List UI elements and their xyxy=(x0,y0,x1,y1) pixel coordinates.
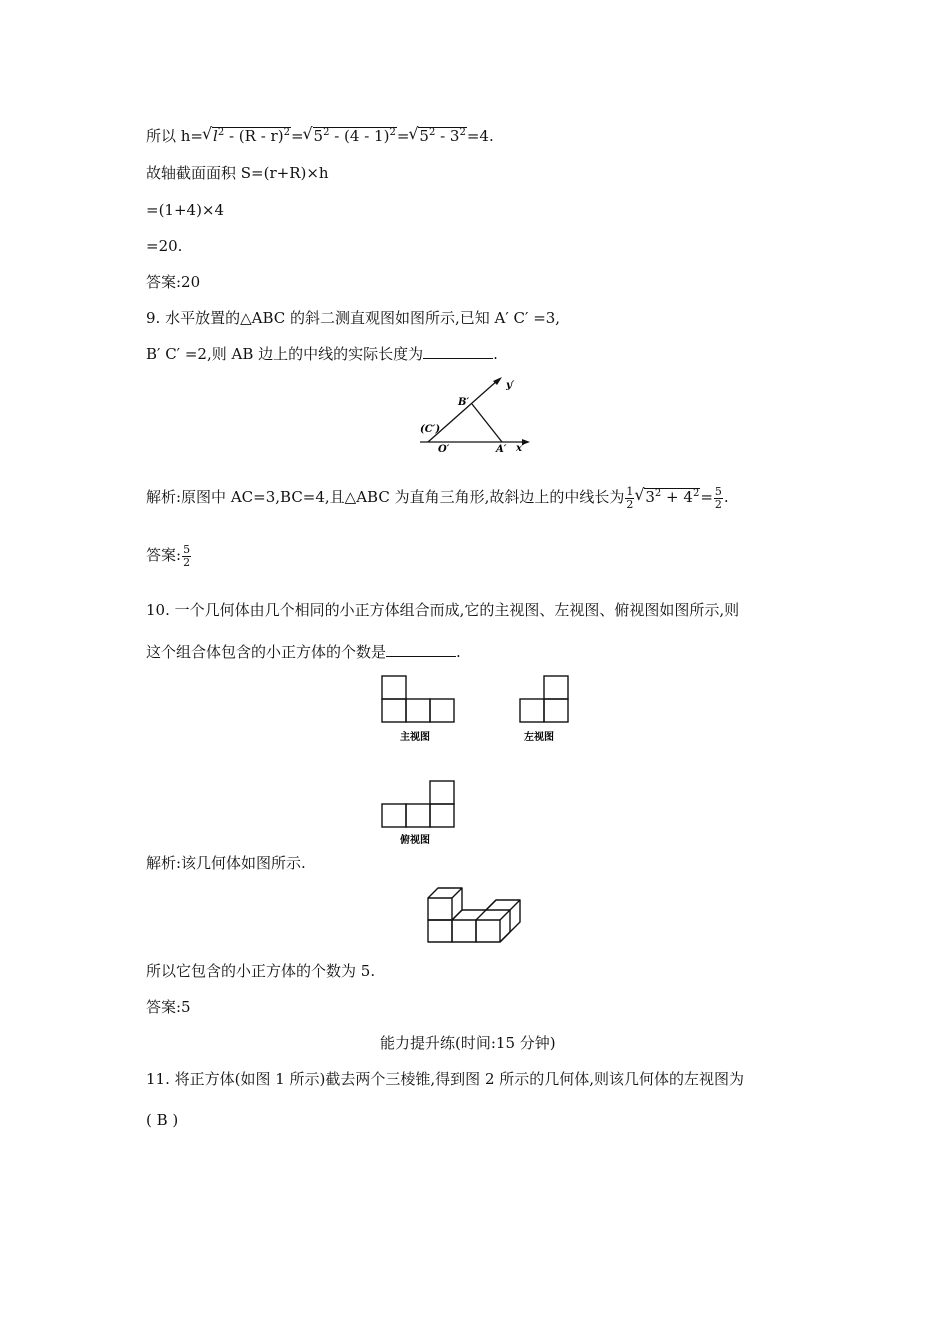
a-prime-label: A′ xyxy=(496,444,507,455)
question-9-line-2: B′ C′ =2,则 AB 边上的中线的实际长度为 . xyxy=(146,345,498,363)
sqrt-expression-4: √ $3^2 + 4^2$ xyxy=(635,484,700,510)
solution-line-result: =20. xyxy=(146,237,183,255)
y-prime-label: y′ xyxy=(506,380,515,391)
sqrt-expression-2: √ $5^2 - (4 - 1)^2$ xyxy=(304,126,397,146)
front-view-figure xyxy=(380,674,460,744)
b-prime-label: B′ xyxy=(458,397,470,408)
answer-q9: 答案: $\frac{5}{2}$ xyxy=(146,542,191,569)
fraction-answer: $\frac{5}{2}$ xyxy=(183,542,191,569)
o-prime-label: O′ xyxy=(438,444,450,455)
front-view-label: 主视图 xyxy=(400,732,430,743)
conclusion-q10: 所以它包含的小正方体的个数为 5. xyxy=(146,962,376,980)
cube-assembly-figure xyxy=(426,882,526,944)
solution-q9: 解析:原图中 AC=3,BC=4,且△ABC 为直角三角形,故斜边上的中线长为 $\frac{1}{2}$ √ $3^2 + 4^2=$ $\frac{5}{2}$ . xyxy=(146,484,729,511)
solution-q10: 解析:该几何体如图所示. xyxy=(146,854,306,872)
top-view-figure xyxy=(380,779,460,849)
solution-line-calc: =(1+4)×4 xyxy=(146,201,225,219)
sqrt-expression-3: √ $5^2 - 3^2$ xyxy=(409,126,466,146)
answer-blank-q10 xyxy=(386,642,456,657)
x-prime-label: x′ xyxy=(516,443,525,454)
top-view-label: 俯视图 xyxy=(400,835,430,846)
question-11-line-1: 11. 将正方体(如图 1 所示)截去两个三棱锥,得到图 2 所示的几何体,则该几何体的左视图为 xyxy=(146,1070,745,1088)
answer-q10: 答案:5 xyxy=(146,998,191,1016)
sqrt-expression-1: √ $l^2 - (R - r)^2$ xyxy=(203,126,291,146)
answer-q8: 答案:20 xyxy=(146,273,201,291)
solution-line-area: 故轴截面面积 S=(r+R)×h xyxy=(146,164,329,182)
left-view-label: 左视图 xyxy=(524,732,554,743)
c-prime-label: (C′) xyxy=(420,424,441,435)
left-view-figure xyxy=(518,674,578,744)
question-11-answer: ( B ) xyxy=(146,1111,179,1129)
oblique-drawing-figure xyxy=(418,374,538,454)
fraction-half: $\frac{1}{2}$ xyxy=(626,484,634,511)
answer-blank-q9 xyxy=(423,344,493,359)
question-9-line-1: 9. 水平放置的△ABC 的斜二测直观图如图所示,已知 A′ C′ =3, xyxy=(146,309,561,327)
question-10-line-2: 这个组合体包含的小正方体的个数是 . xyxy=(146,643,461,661)
solution-line-h: 所以 h=√ $l^2 - (R - r)^2=√$ $5^2 - (4 - 1)^2=√$ $5^2 - 3^2=4$. xyxy=(146,126,494,146)
question-10-line-1: 10. 一个几何体由几个相同的小正方体组合而成,它的主视图、左视图、俯视图如图所示,则 xyxy=(146,601,740,619)
fraction-five-halves: $\frac{5}{2}$ xyxy=(714,484,722,511)
segment-b-a xyxy=(472,404,502,442)
section-heading: 能力提升练(时间:15 分钟) xyxy=(380,1034,556,1052)
